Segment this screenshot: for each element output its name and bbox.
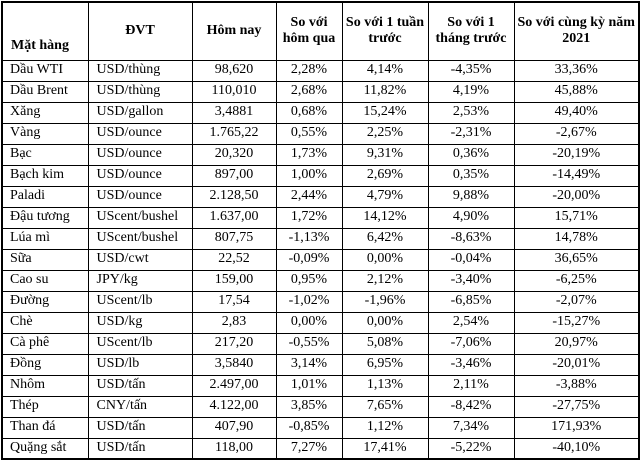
header-vs-1-week: So với 1 tuần trước [342, 2, 428, 60]
table-cell: 118,00 [192, 438, 276, 459]
table-cell: USD/tấn [88, 438, 192, 459]
table-cell: 22,52 [192, 249, 276, 270]
table-cell: 7,27% [276, 438, 342, 459]
header-commodity: Mặt hàng [2, 2, 88, 60]
table-cell: -0,04% [428, 249, 514, 270]
table-cell: 0,55% [276, 123, 342, 144]
table-cell: -15,27% [514, 312, 639, 333]
table-cell: USD/lb [88, 354, 192, 375]
table-cell: -2,67% [514, 123, 639, 144]
table-cell: Chè [2, 312, 88, 333]
table-cell: 2,53% [428, 102, 514, 123]
table-cell: Quặng sắt [2, 438, 88, 459]
table-cell: 407,90 [192, 417, 276, 438]
table-cell: 2.128,50 [192, 186, 276, 207]
table-row [2, 186, 639, 207]
table-cell: 33,36% [514, 60, 639, 81]
table-cell: USD/ounce [88, 144, 192, 165]
table-cell: 45,88% [514, 81, 639, 102]
table-cell: -6,85% [428, 291, 514, 312]
table-cell: Dầu Brent [2, 81, 88, 102]
table-cell: 3,85% [276, 396, 342, 417]
table-row [2, 291, 639, 312]
table-cell: 807,75 [192, 228, 276, 249]
table-row [2, 270, 639, 291]
table-body [2, 60, 639, 459]
table-cell: Cà phê [2, 333, 88, 354]
table-cell: 1,72% [276, 207, 342, 228]
table-cell: 2,54% [428, 312, 514, 333]
table-cell: 20,320 [192, 144, 276, 165]
table-cell: -40,10% [514, 438, 639, 459]
table-cell: 4,19% [428, 81, 514, 102]
table-cell: -2,07% [514, 291, 639, 312]
table-cell: 14,78% [514, 228, 639, 249]
table-cell: UScent/lb [88, 333, 192, 354]
table-cell: Thép [2, 396, 88, 417]
table-cell: Bạch kim [2, 165, 88, 186]
table-cell: 0,00% [342, 249, 428, 270]
table-cell: 0,00% [276, 312, 342, 333]
table-cell: 1,13% [342, 375, 428, 396]
table-cell: 17,54 [192, 291, 276, 312]
table-cell: Đồng [2, 354, 88, 375]
table-cell: 4.122,00 [192, 396, 276, 417]
table-cell: USD/ounce [88, 186, 192, 207]
table-cell: 6,42% [342, 228, 428, 249]
table-cell: 2.497,00 [192, 375, 276, 396]
table-cell: 4,79% [342, 186, 428, 207]
table-cell: -3,46% [428, 354, 514, 375]
table-cell: -27,75% [514, 396, 639, 417]
table-cell: 0,36% [428, 144, 514, 165]
table-row [2, 102, 639, 123]
table-cell: 0,35% [428, 165, 514, 186]
table-row [2, 312, 639, 333]
table-cell: 2,11% [428, 375, 514, 396]
table-cell: 0,00% [342, 312, 428, 333]
table-cell: UScent/lb [88, 291, 192, 312]
table-row [2, 60, 639, 81]
table-cell: -1,02% [276, 291, 342, 312]
table-cell: -20,01% [514, 354, 639, 375]
table-cell: 1,01% [276, 375, 342, 396]
commodity-price-table [1, 1, 640, 460]
table-row [2, 165, 639, 186]
header-unit: ĐVT [88, 2, 192, 60]
table-row [2, 333, 639, 354]
table-cell: 7,34% [428, 417, 514, 438]
table-cell: -3,88% [514, 375, 639, 396]
table-cell: UScent/bushel [88, 207, 192, 228]
table-row [2, 249, 639, 270]
table-cell: 0,68% [276, 102, 342, 123]
table-cell: -4,35% [428, 60, 514, 81]
table-cell: Dầu WTI [2, 60, 88, 81]
table-cell: 9,31% [342, 144, 428, 165]
table-cell: 2,68% [276, 81, 342, 102]
table-row [2, 438, 639, 459]
header-vs-2021: So với cùng kỳ năm 2021 [514, 2, 639, 60]
table-cell: Xăng [2, 102, 88, 123]
table-cell: Cao su [2, 270, 88, 291]
table-cell: 2,69% [342, 165, 428, 186]
table-cell: USD/tấn [88, 417, 192, 438]
table-cell: -0,55% [276, 333, 342, 354]
table-cell: USD/kg [88, 312, 192, 333]
table-cell: 5,08% [342, 333, 428, 354]
table-cell: 1,12% [342, 417, 428, 438]
table-cell: 36,65% [514, 249, 639, 270]
table-cell: 1,00% [276, 165, 342, 186]
table-row [2, 396, 639, 417]
table-cell: 110,010 [192, 81, 276, 102]
table-cell: 171,93% [514, 417, 639, 438]
table-row [2, 144, 639, 165]
table-cell: 9,88% [428, 186, 514, 207]
table-cell: Đường [2, 291, 88, 312]
table-cell: -8,63% [428, 228, 514, 249]
table-cell: 1,73% [276, 144, 342, 165]
table-cell: USD/tấn [88, 375, 192, 396]
table-cell: USD/ounce [88, 123, 192, 144]
table-cell: 6,95% [342, 354, 428, 375]
table-cell: -6,25% [514, 270, 639, 291]
table-cell: -3,40% [428, 270, 514, 291]
table-cell: -0,09% [276, 249, 342, 270]
header-row [2, 2, 639, 60]
table-cell: -5,22% [428, 438, 514, 459]
table-cell: Than đá [2, 417, 88, 438]
table-cell: 1.765,22 [192, 123, 276, 144]
table-cell: UScent/bushel [88, 228, 192, 249]
table-cell: 3,4881 [192, 102, 276, 123]
table-cell: 4,90% [428, 207, 514, 228]
table-cell: 2,28% [276, 60, 342, 81]
table-cell: 98,620 [192, 60, 276, 81]
header-vs-1-month: So với 1 tháng trước [428, 2, 514, 60]
table-cell: -0,85% [276, 417, 342, 438]
table-cell: -1,13% [276, 228, 342, 249]
table-cell: 11,82% [342, 81, 428, 102]
table-cell: 15,24% [342, 102, 428, 123]
header-today: Hôm nay [192, 2, 276, 60]
table-cell: 7,65% [342, 396, 428, 417]
table-cell: 4,14% [342, 60, 428, 81]
table-cell: USD/ounce [88, 165, 192, 186]
table-cell: 15,71% [514, 207, 639, 228]
table-cell: 17,41% [342, 438, 428, 459]
table-cell: USD/cwt [88, 249, 192, 270]
table-row [2, 228, 639, 249]
table-cell: Nhôm [2, 375, 88, 396]
table-cell: -20,00% [514, 186, 639, 207]
table-cell: -1,96% [342, 291, 428, 312]
table-cell: -2,31% [428, 123, 514, 144]
table-cell: -7,06% [428, 333, 514, 354]
table-row [2, 417, 639, 438]
table-cell: USD/thùng [88, 81, 192, 102]
table-cell: 159,00 [192, 270, 276, 291]
table-row [2, 354, 639, 375]
table-cell: Bạc [2, 144, 88, 165]
table-cell: 2,25% [342, 123, 428, 144]
table-cell: 49,40% [514, 102, 639, 123]
table-cell: -20,19% [514, 144, 639, 165]
table-row [2, 123, 639, 144]
table-row [2, 375, 639, 396]
table-cell: CNY/tấn [88, 396, 192, 417]
table-cell: 3,14% [276, 354, 342, 375]
table-cell: 217,20 [192, 333, 276, 354]
table-cell: Vàng [2, 123, 88, 144]
table-cell: 3,5840 [192, 354, 276, 375]
table-cell: 14,12% [342, 207, 428, 228]
table-cell: 2,83 [192, 312, 276, 333]
header-vs-yesterday: So với hôm qua [276, 2, 342, 60]
table-cell: -14,49% [514, 165, 639, 186]
table-cell: Lúa mì [2, 228, 88, 249]
table-row [2, 207, 639, 228]
table-cell: 0,95% [276, 270, 342, 291]
table-row [2, 81, 639, 102]
table-cell: 1.637,00 [192, 207, 276, 228]
table-cell: 2,44% [276, 186, 342, 207]
table-cell: 2,12% [342, 270, 428, 291]
table-cell: Đậu tương [2, 207, 88, 228]
table-cell: USD/thùng [88, 60, 192, 81]
table-cell: Sữa [2, 249, 88, 270]
table-cell: -8,42% [428, 396, 514, 417]
table-cell: Paladi [2, 186, 88, 207]
table-cell: 20,97% [514, 333, 639, 354]
table-cell: JPY/kg [88, 270, 192, 291]
table-cell: 897,00 [192, 165, 276, 186]
table-cell: USD/gallon [88, 102, 192, 123]
